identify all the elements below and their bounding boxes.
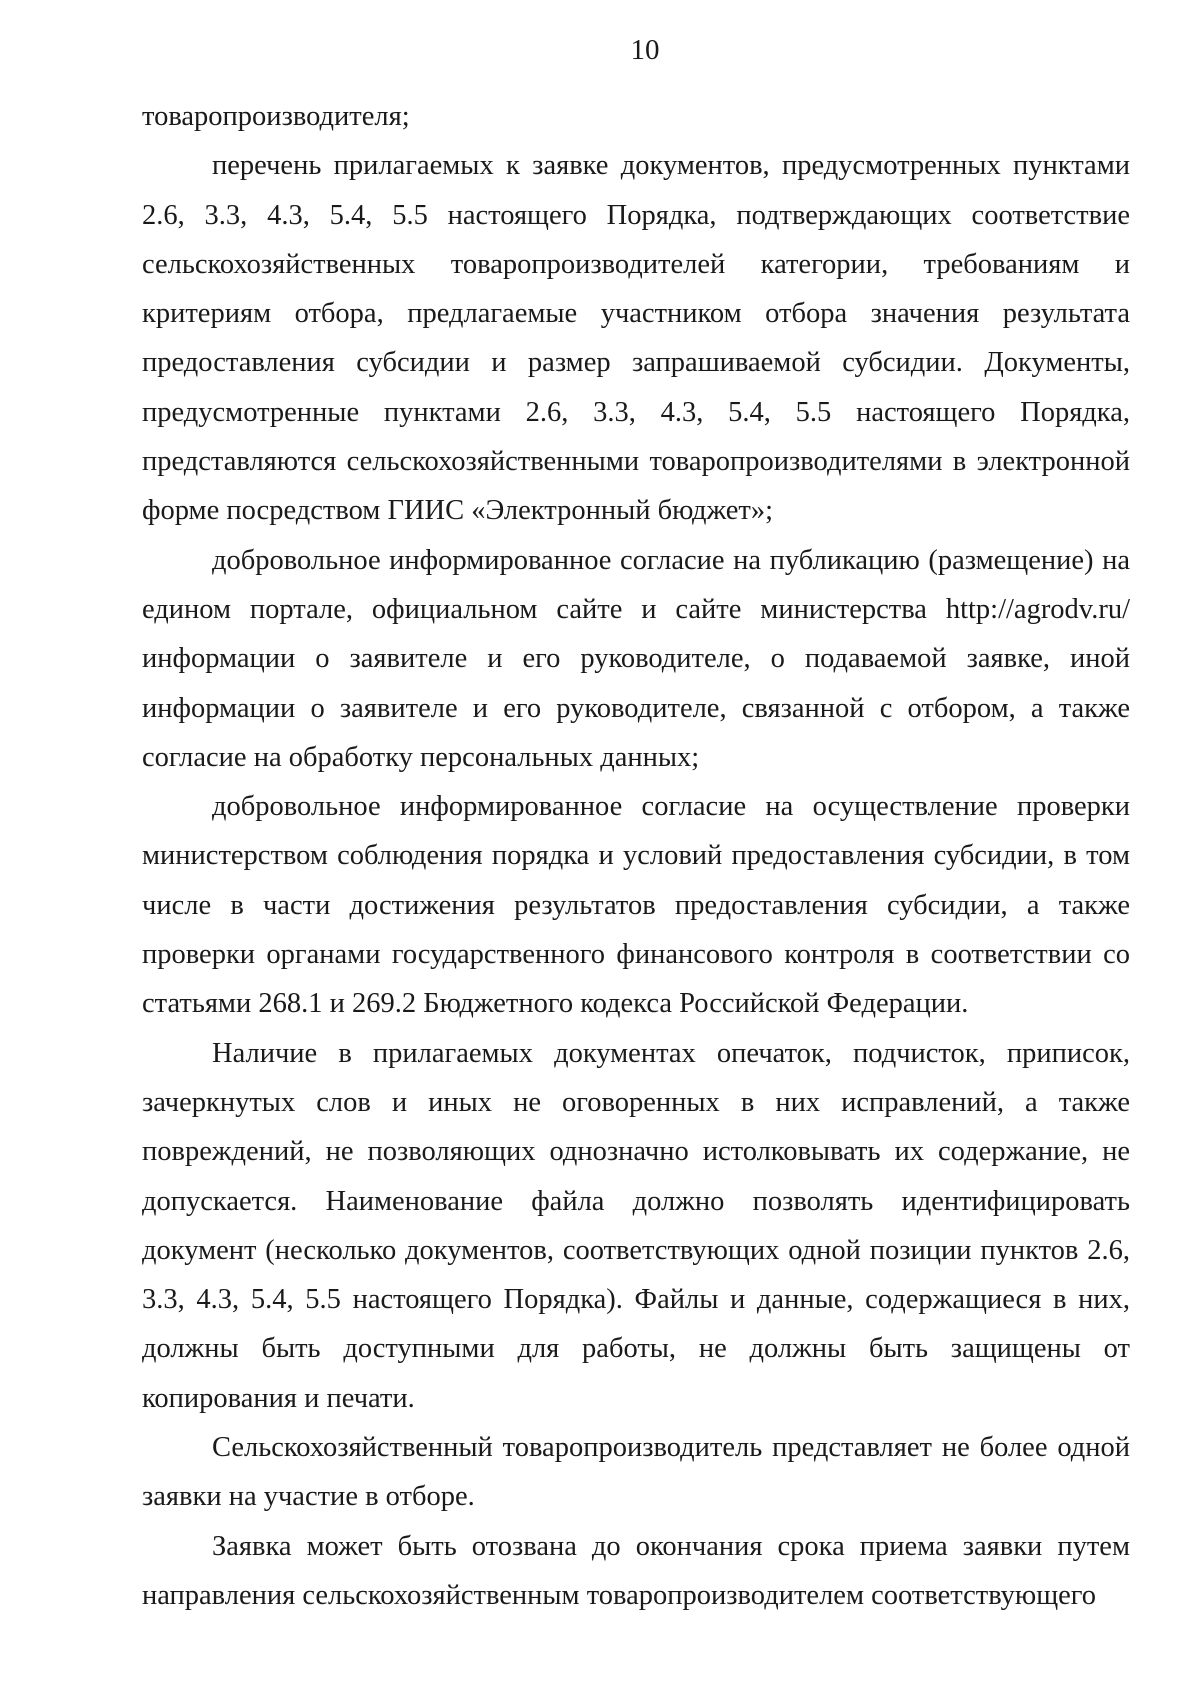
paragraph-application-withdrawal: Заявка может быть отозвана до окончания срока приема заявки путем направления сельскохозяйственным товаропроизводителем соответствующего: [142, 1530, 1130, 1611]
paragraph-single-application: Сельскохозяйственный товаропроизводитель представляет не более одной заявки на участие в отборе.: [142, 1432, 1130, 1513]
paragraph-inspection-consent: добровольное информированное согласие на осуществление проверки министерством соблюдения порядка и условий предоставления субсидии, в том числе в части достижения результатов предоставления субсидии, а также проверки органами государственного финансового контроля в соответствии со статьями 268.1 и 269.2 Бюджетного кодекса Российской Федерации.: [142, 791, 1130, 1020]
paragraph-document-list: перечень прилагаемых к заявке документов, предусмотренных пунктами 2.6, 3.3, 4.3, 5.4, 5.5 настоящего Порядка, подтверждающих соответствие сельскохозяйственных товаропроизводителей категории, требованиям и критериям отбора, предлагаемые участником отбора значения результата предоставления субсидии и размер запрашиваемой субсидии. Документы, предусмотренные пунктами 2.6, 3.3, 4.3, 5.4, 5.5 настоящего Порядка, представляются сельскохозяйственными товаропроизводителями в электронной форме посредством ГИИС «Электронный бюджет»;: [142, 150, 1130, 527]
paragraph-publication-consent: добровольное информированное согласие на публикацию (размещение) на едином портале, официальном сайте и сайте министерства http://agrodv.ru/ информации о заявителе и его руководителе, о подаваемой заявке, иной информации о заявителе и его руководителе, связанной с отбором, а также согласие на обработку персональных данных;: [142, 544, 1130, 773]
document-body: [142, 92, 1130, 1620]
page-number: 10: [630, 34, 660, 66]
paragraph-continuation: товаропроизводителя;: [142, 101, 410, 132]
paragraph-document-requirements: Наличие в прилагаемых документах опечаток, подчисток, приписок, зачеркнутых слов и иных не оговоренных в них исправлений, а также повреждений, не позволяющих однозначно истолковывать их содержание, не допускается. Наименование файла должно позволять идентифицировать документ (несколько документов, соответствующих одной позиции пунктов 2.6, 3.3, 4.3, 5.4, 5.5 настоящего Порядка). Файлы и данные, содержащиеся в них, должны быть доступными для работы, не должны быть защищены от копирования и печати.: [142, 1037, 1130, 1414]
